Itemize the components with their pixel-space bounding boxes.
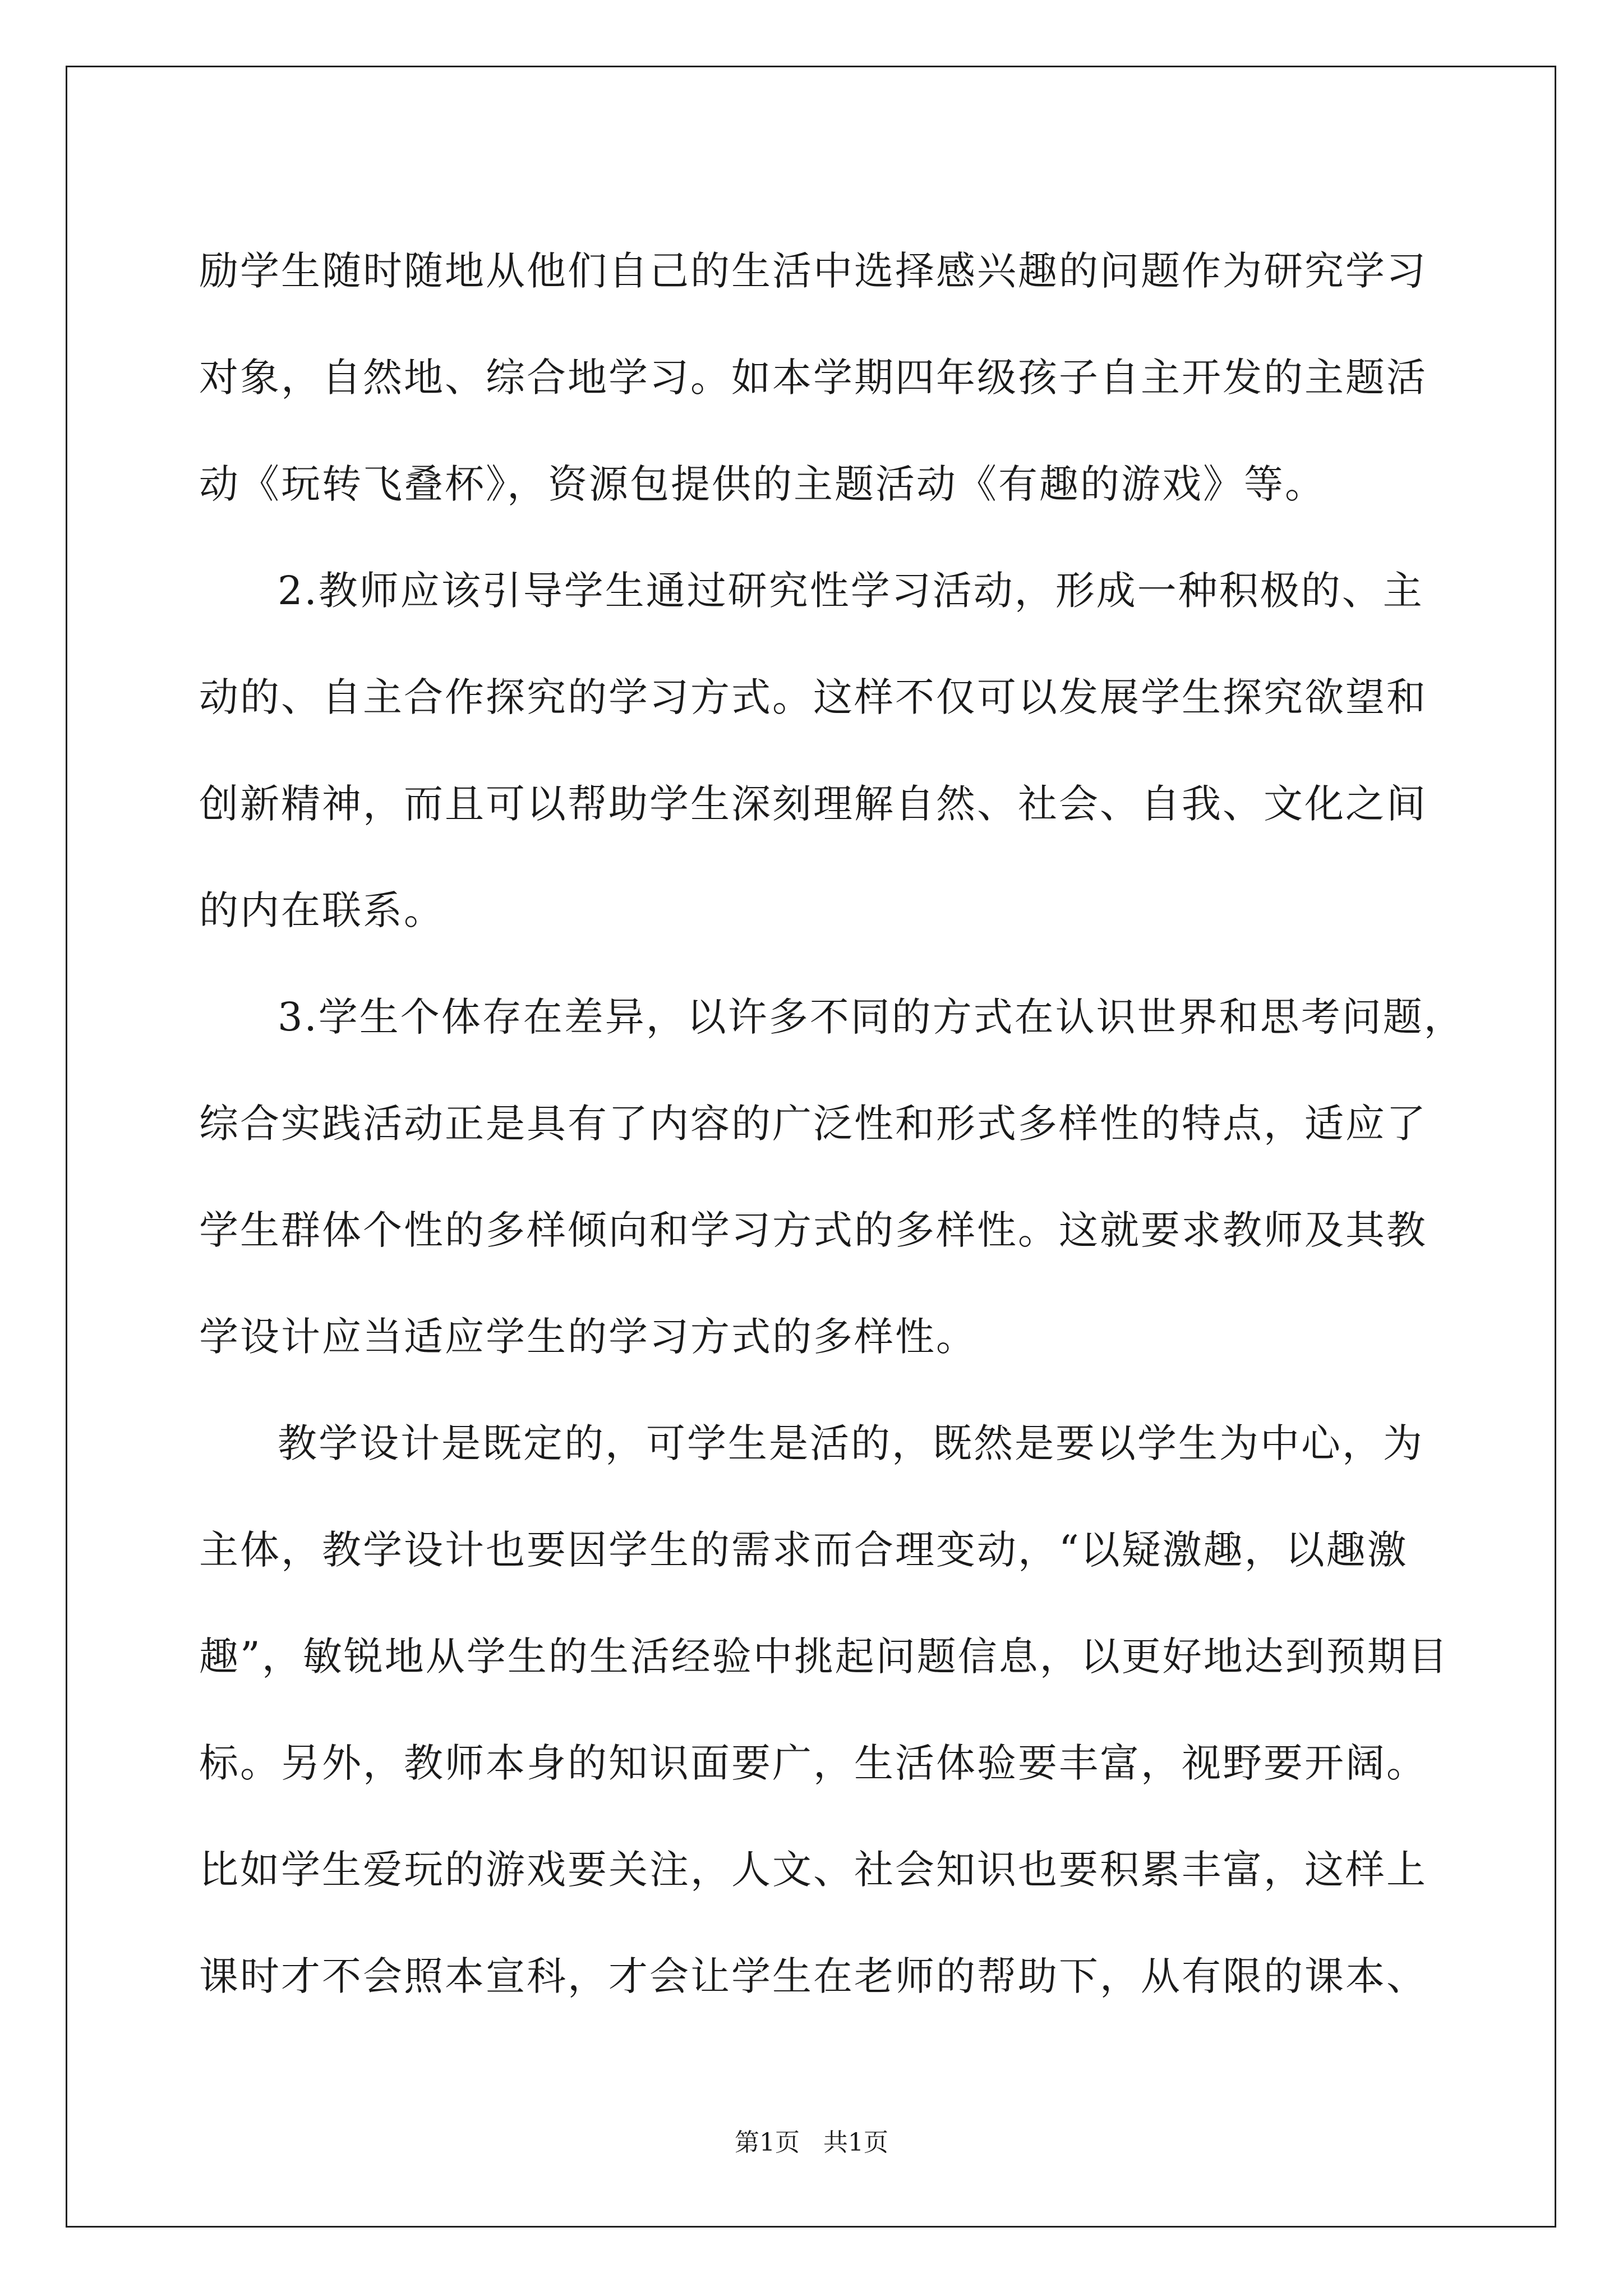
text-line: 主体，教学设计也要因学生的需求而合理变动，“以疑激趣，以趣激 xyxy=(199,1527,1408,1573)
text-line: 对象，自然地、综合地学习。如本学期四年级孩子自主开发的主题活 xyxy=(199,355,1427,401)
text-line: 2.教师应该引导学生通过研究性学习活动，形成一种积极的、主 xyxy=(278,568,1424,614)
text-line: 的内在联系。 xyxy=(199,887,445,933)
document-body xyxy=(199,218,1465,2030)
text-line: 3.学生个体存在差异，以许多不同的方式在认识世界和思考问题， xyxy=(278,994,1465,1040)
text-line: 动的、自主合作探究的学习方式。这样不仅可以发展学生探究欲望和 xyxy=(199,674,1427,720)
text-line: 动《玩转飞叠杯》，资源包提供的主题活动《有趣的游戏》等。 xyxy=(199,461,1326,507)
text-line: 比如学生爱玩的游戏要关注，人文、社会知识也要积累丰富，这样上 xyxy=(199,1847,1427,1893)
text-line: 趣”，敏锐地从学生的生活经验中挑起问题信息，以更好地达到预期目 xyxy=(199,1634,1449,1680)
page-footer xyxy=(0,2126,1623,2160)
text-line: 学生群体个性的多样倾向和学习方式的多样性。这就要求教师及其教 xyxy=(199,1207,1427,1253)
text-line: 教学设计是既定的，可学生是活的，既然是要以学生为中心，为 xyxy=(278,1420,1424,1466)
text-line: 学设计应当适应学生的学习方式的多样性。 xyxy=(199,1314,977,1360)
page-number: 第1页 xyxy=(735,2128,800,2157)
text-line: 标。另外，教师本身的知识面要广，生活体验要丰富，视野要开阔。 xyxy=(199,1740,1427,1786)
text-line: 综合实践活动正是具有了内容的广泛性和形式多样性的特点，适应了 xyxy=(199,1101,1427,1147)
text-line: 创新精神，而且可以帮助学生深刻理解自然、社会、自我、文化之间 xyxy=(199,781,1427,827)
page-total: 共1页 xyxy=(823,2128,888,2157)
text-line: 课时才不会照本宣科，才会让学生在老师的帮助下，从有限的课本、 xyxy=(199,1953,1427,1999)
text-line: 励学生随时随地从他们自己的生活中选择感兴趣的问题作为研究学习 xyxy=(199,248,1427,294)
